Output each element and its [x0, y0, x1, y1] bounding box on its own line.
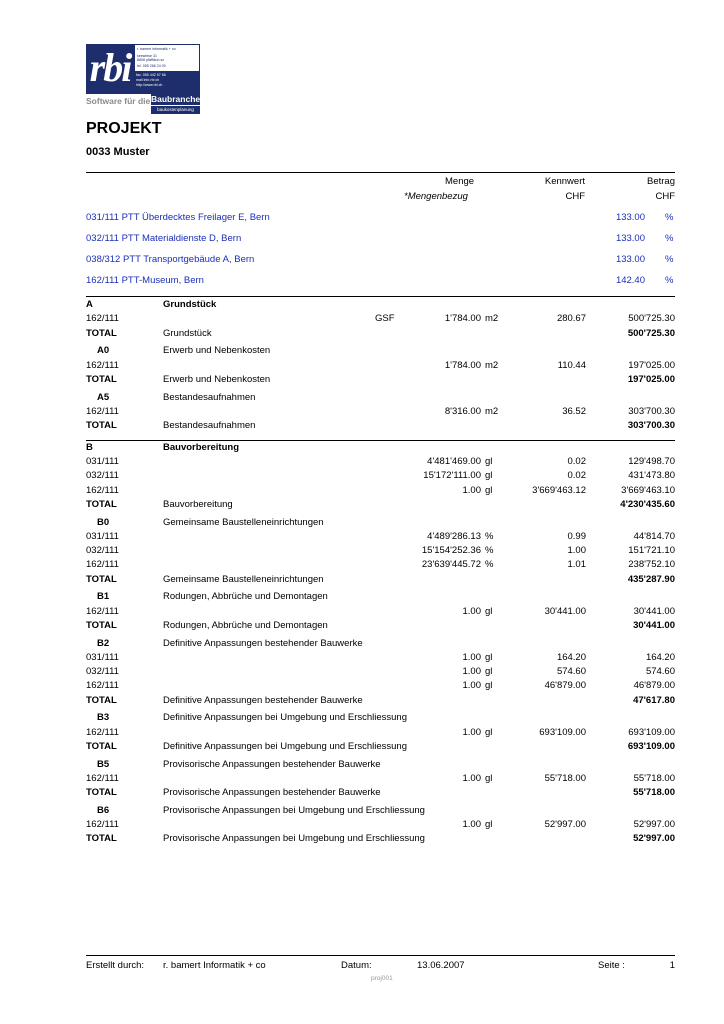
row-code: 032/111: [86, 545, 119, 556]
total-row: [86, 420, 675, 434]
project-value: 142.40: [615, 275, 645, 286]
group-label: Provisorische Anpassungen bestehender Bauwerke: [163, 758, 381, 770]
total-label: Provisorische Anpassungen bei Umgebung und Erschliessung: [163, 833, 425, 845]
row-code: 162/111: [86, 772, 119, 784]
group-code: B6: [97, 804, 110, 816]
group-header-row: [86, 759, 675, 773]
row-code: 032/111: [86, 470, 119, 482]
row-kennwert: 280.67: [556, 313, 586, 325]
logo-company-line: r. bamert informatik + co: [137, 47, 176, 51]
logo-tagline-right: Baubranche: [151, 94, 201, 104]
group-header-row: [86, 442, 675, 456]
header-divider: [86, 172, 675, 173]
total-row: [86, 620, 675, 634]
footer-page-label: Seite :: [598, 960, 625, 971]
total-code: TOTAL: [86, 373, 117, 385]
group-header-row: [86, 345, 675, 359]
logo-address-1: seewiese 31: [137, 54, 157, 58]
row-code: 162/111: [86, 680, 119, 692]
project-value: 133.00: [615, 254, 645, 265]
total-label: Rodungen, Abbrüche und Demontagen: [163, 619, 328, 631]
total-label: Provisorische Anpassungen bestehender Bauwerke: [163, 787, 381, 798]
table-row: [86, 819, 675, 833]
row-code: 162/111: [86, 726, 119, 738]
row-unit: gl: [485, 605, 493, 617]
row-betrag: 574.60: [645, 666, 675, 677]
row-unit: gl: [485, 666, 493, 677]
project-row: [86, 275, 675, 289]
row-betrag: 197'025.00: [628, 359, 675, 371]
group-code: A0: [97, 345, 110, 357]
total-label: Bauvorbereitung: [163, 498, 233, 510]
total-row: [86, 833, 675, 847]
row-menge: 1.00: [462, 819, 481, 830]
row-unit: gl: [485, 819, 493, 830]
group-header-row: [86, 712, 675, 726]
row-betrag: 129'498.70: [628, 456, 675, 467]
group-label: Provisorische Anpassungen bei Umgebung und Erschliessung: [163, 804, 425, 816]
row-kennwert: 46'879.00: [544, 680, 586, 692]
row-menge: 15'154'252.36: [421, 545, 481, 556]
footer-page-number: 1: [669, 960, 675, 971]
row-kennwert: 3'669'463.12: [532, 484, 586, 496]
total-betrag: 693'109.00: [627, 740, 675, 752]
row-code: 031/111: [86, 530, 119, 542]
footer-date: 13.06.2007: [417, 960, 465, 971]
row-unit: m2: [485, 313, 499, 325]
logo-address-5: mail info rbi ch: [136, 78, 160, 82]
project-unit: %: [665, 275, 674, 286]
row-betrag: 46'879.00: [633, 680, 675, 692]
row-menge: 1.00: [462, 666, 481, 677]
group-header-row: [86, 392, 675, 406]
row-kennwert: 574.60: [556, 666, 586, 677]
group-code: B5: [97, 758, 110, 770]
row-menge: 8'316.00: [444, 405, 481, 417]
group-code: B2: [97, 637, 110, 649]
row-unit: m2: [485, 359, 499, 371]
group-header-row: [86, 591, 675, 605]
row-kennwert: 0.02: [567, 470, 586, 482]
table-row: [86, 456, 675, 470]
row-menge: 15'172'111.00: [423, 470, 481, 482]
row-menge: 1.00: [462, 680, 481, 692]
total-row: [86, 787, 675, 801]
logo-address-6: http://www.rbi.ch: [136, 83, 163, 87]
project-value: 133.00: [615, 233, 645, 244]
table-row: [86, 531, 675, 545]
row-code: 031/111: [86, 651, 119, 663]
section-divider: [86, 440, 675, 441]
col-header-menge: Menge: [445, 176, 475, 187]
row-menge: 1.00: [462, 605, 481, 617]
group-label: Gemeinsame Baustelleneinrichtungen: [163, 516, 324, 528]
table-row: [86, 559, 675, 573]
total-code: TOTAL: [86, 573, 117, 585]
table-row: [86, 666, 675, 680]
group-label: Rodungen, Abbrüche und Demontagen: [163, 591, 328, 603]
table-row: [86, 406, 675, 420]
row-menge: 1.00: [462, 484, 481, 496]
total-row: [86, 374, 675, 388]
row-code: 162/111: [86, 559, 119, 571]
row-betrag: 500'725.30: [628, 313, 675, 325]
footer-divider: [86, 955, 675, 956]
total-row: [86, 574, 675, 588]
logo-letters-text: rbi: [89, 45, 131, 90]
row-unit: gl: [485, 484, 493, 496]
group-label: Definitive Anpassungen bestehender Bauwerke: [163, 637, 363, 649]
col-header-kennwert: Kennwert: [544, 176, 585, 187]
row-betrag: 55'718.00: [633, 772, 675, 784]
total-row: [86, 499, 675, 513]
total-betrag: 4'230'435.60: [620, 498, 675, 510]
footer-created-label: Erstellt durch:: [86, 960, 145, 971]
total-code: TOTAL: [86, 787, 117, 798]
row-menge: 4'489'286.13: [427, 530, 481, 542]
total-code: TOTAL: [86, 740, 117, 752]
table-row: [86, 652, 675, 666]
total-code: TOTAL: [86, 420, 117, 431]
row-code: 162/111: [86, 605, 119, 617]
footer-created-by: r. bamert Informatik + co: [163, 960, 266, 971]
row-kennwert: 164.20: [556, 651, 586, 663]
row-betrag: 44'814.70: [633, 530, 675, 542]
table-row: [86, 680, 675, 694]
row-unit: %: [485, 545, 494, 556]
row-kennwert: 1.01: [567, 559, 586, 571]
table-row: [86, 470, 675, 484]
total-label: Grundstück: [163, 327, 212, 339]
total-betrag: 500'725.30: [627, 327, 675, 339]
row-kennwert: 1.00: [567, 545, 586, 556]
table-row: [86, 360, 675, 374]
col-header-betrag-unit: CHF: [655, 191, 675, 202]
logo-address-3: tel. 055 266 24 00: [137, 64, 166, 68]
total-code: TOTAL: [86, 327, 117, 339]
row-unit: gl: [485, 772, 493, 784]
row-menge: 23'639'445.72: [421, 559, 481, 571]
total-betrag: 30'441.00: [633, 619, 675, 631]
row-unit: gl: [485, 726, 493, 738]
col-header-betrag: Betrag: [647, 176, 675, 187]
total-label: Definitive Anpassungen bestehender Bauwerke: [163, 694, 363, 706]
total-label: Bestandesaufnahmen: [163, 420, 256, 431]
row-unit: gl: [485, 456, 493, 467]
row-code: 162/111: [86, 484, 119, 496]
row-unit: gl: [485, 651, 493, 663]
group-code: B1: [97, 591, 110, 603]
table-row: [86, 313, 675, 327]
group-code: A: [86, 299, 93, 310]
project-label: 038/312 PTT Transportgebäude A, Bern: [86, 254, 255, 265]
row-kennwert: 0.02: [567, 456, 586, 467]
group-code: B: [86, 441, 93, 453]
row-kennwert: 30'441.00: [544, 605, 586, 617]
total-code: TOTAL: [86, 619, 117, 631]
project-unit: %: [665, 254, 674, 265]
group-label: Erwerb und Nebenkosten: [163, 345, 271, 357]
row-menge: 1'784.00: [444, 359, 481, 371]
total-code: TOTAL: [86, 498, 117, 510]
total-row: [86, 695, 675, 709]
page-title: PROJEKT: [86, 120, 162, 137]
col-header-mengenbezug: *Mengenbezug: [404, 191, 468, 202]
logo-contact-box: [134, 72, 200, 94]
row-menge: 1.00: [462, 651, 481, 663]
row-gsf: GSF: [375, 313, 395, 325]
group-label: Bestandesaufnahmen: [163, 391, 256, 403]
group-header-row: [86, 517, 675, 531]
footer-report-code: proj001: [371, 975, 393, 982]
total-betrag: 52'997.00: [633, 833, 675, 845]
row-code: 162/111: [86, 405, 119, 417]
row-betrag: 164.20: [645, 651, 675, 663]
row-betrag: 693'109.00: [628, 726, 675, 738]
logo-tagline-left: Software für die: [86, 96, 151, 106]
row-unit: %: [485, 530, 494, 542]
table-row: [86, 485, 675, 499]
group-header-row: [86, 805, 675, 819]
total-label: Erwerb und Nebenkosten: [163, 373, 271, 385]
row-unit: gl: [485, 470, 493, 482]
project-row: [86, 233, 675, 247]
row-menge: 4'481'469.00: [427, 456, 481, 467]
table-row: [86, 545, 675, 559]
row-kennwert: 36.52: [562, 405, 586, 417]
project-unit: %: [665, 233, 674, 244]
row-betrag: 151'721.10: [628, 545, 675, 556]
table-row: [86, 773, 675, 787]
total-betrag: 197'025.00: [627, 373, 675, 385]
row-kennwert: 110.44: [557, 359, 586, 371]
project-unit: %: [665, 212, 674, 223]
col-header-kennwert-unit: CHF: [565, 191, 585, 202]
group-code: B0: [97, 516, 110, 528]
row-unit: gl: [485, 680, 493, 692]
group-label: Definitive Anpassungen bei Umgebung und Erschliessung: [163, 712, 407, 724]
group-code: A5: [97, 391, 110, 403]
row-betrag: 431'473.80: [628, 470, 675, 482]
project-value: 133.00: [615, 212, 645, 223]
total-betrag: 47'617.80: [633, 694, 675, 706]
group-header-row: [86, 299, 675, 313]
project-label: 162/111 PTT-Museum, Bern: [86, 275, 204, 286]
table-row: [86, 727, 675, 741]
project-label: 031/111 PTT Überdecktes Freilager E, Bern: [86, 212, 270, 223]
total-row: [86, 741, 675, 755]
total-label: Definitive Anpassungen bei Umgebung und Erschliessung: [163, 740, 407, 752]
logo-tagline-sub: baukostenplanung: [151, 106, 200, 114]
row-code: 032/111: [86, 666, 119, 677]
total-betrag: 55'718.00: [633, 787, 675, 798]
logo-address-2: 8808 pfäffikon sz: [137, 58, 165, 62]
row-code: 031/111: [86, 456, 119, 467]
row-unit: %: [485, 559, 494, 571]
row-betrag: 303'700.30: [628, 405, 675, 417]
table-row: [86, 606, 675, 620]
row-menge: 1.00: [462, 726, 481, 738]
project-row: [86, 212, 675, 226]
logo-mark: [86, 44, 134, 94]
total-label: Gemeinsame Baustelleneinrichtungen: [163, 573, 324, 585]
row-menge: 1.00: [462, 772, 481, 784]
project-row: [86, 254, 675, 268]
row-betrag: 52'997.00: [633, 819, 675, 830]
row-kennwert: 52'997.00: [544, 819, 586, 830]
row-kennwert: 55'718.00: [544, 772, 586, 784]
row-menge: 1'784.00: [444, 313, 481, 325]
row-code: 162/111: [86, 359, 119, 371]
total-betrag: 303'700.30: [627, 420, 675, 431]
row-betrag: 238'752.10: [628, 559, 675, 571]
logo-info-box: [134, 44, 200, 72]
group-code: B3: [97, 712, 110, 724]
row-code: 162/111: [86, 313, 119, 325]
row-code: 162/111: [86, 819, 119, 830]
total-row: [86, 328, 675, 342]
logo-address-4: fax. 055 442 57 66: [136, 73, 166, 77]
total-betrag: 435'287.90: [627, 573, 675, 585]
projects-divider: [86, 296, 675, 297]
row-betrag: 3'669'463.10: [621, 484, 675, 496]
footer-date-label: Datum:: [341, 960, 372, 971]
row-betrag: 30'441.00: [633, 605, 675, 617]
project-subtitle: 0033 Muster: [86, 146, 150, 158]
row-unit: m2: [485, 405, 499, 417]
project-label: 032/111 PTT Materialdienste D, Bern: [86, 233, 242, 244]
row-kennwert: 693'109.00: [539, 726, 586, 738]
total-code: TOTAL: [86, 833, 117, 845]
total-code: TOTAL: [86, 694, 117, 706]
group-label: Grundstück: [163, 299, 217, 310]
row-kennwert: 0.99: [567, 530, 586, 542]
group-label: Bauvorbereitung: [163, 441, 240, 453]
group-header-row: [86, 638, 675, 652]
